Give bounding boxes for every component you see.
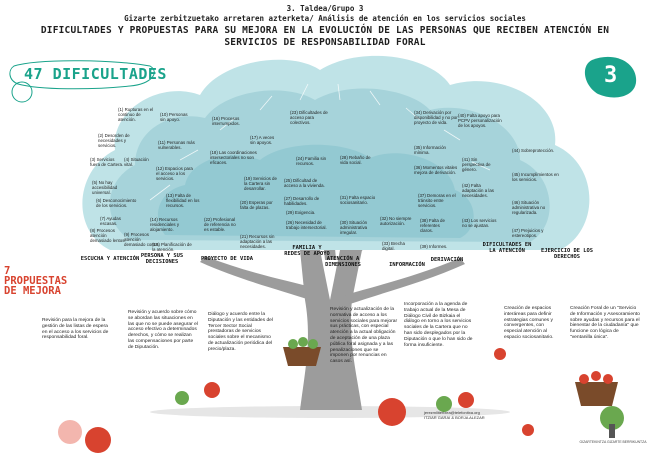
proposals-heading-line: DE MEJORA: [4, 285, 61, 297]
leaf-text: (11) Personas más vulnerables.: [158, 140, 195, 151]
leaf-text: (16) Procesos interrumpidos.: [212, 116, 240, 127]
leaf-text: (4) Situación vital.: [124, 157, 149, 168]
leaf-text: (34) Derivación por disponibilidad y no por proyecto de vida.: [414, 110, 458, 126]
leaf-text: (15) Planificación de la atención.: [152, 242, 192, 253]
proposal-text: Revisión y acuerdo sobre cómo se abordan las situaciones en las que no se puede asegurar el acceso efectivo a determinados derechos, y cómo se realizan las compensaciones por parte de Diputación.: [128, 310, 198, 350]
tree-branch: [200, 256, 315, 300]
proposals-heading-line: PROPUESTAS: [4, 275, 68, 287]
leaf-text: (10) Personas sin apoyo.: [160, 112, 188, 123]
badge-label: 47 DIFICULTADES: [24, 65, 167, 83]
leaf-text: (5) No hay accesibilidad universal.: [92, 180, 118, 196]
leaf-text: (20) Esperas por falta de plazas.: [240, 200, 273, 211]
leaf-text: (27) Desarrollo de habilidades.: [284, 196, 320, 207]
proposal-text: Diálogo y acuerdo entre la Diputación y las entidades del Tercer Sector Social prestadoras de servicios sociales sobre el mecanismo de actualización periódica del precio/plaza.: [208, 312, 273, 352]
leaf-text: (12) Espacios para el acceso a los servicios.: [156, 166, 193, 182]
leaf-text: (39) Informes.: [420, 244, 448, 249]
leaf-text: (31) Falta espacio sociosanitario.: [340, 195, 376, 206]
leaf-text: (19) Servicios de la Cartera sin desarrollar.: [244, 176, 277, 192]
contact-authors: ITZIAR GARAI & BORJA ALEZAR: [424, 415, 485, 420]
leaf-text: (6) Desconocimiento de los servicios.: [96, 198, 137, 209]
category-label: FAMILIA Y REDES DE APOYO: [284, 245, 330, 257]
category-label: INFORMACIÓN: [389, 262, 425, 268]
group-number: 3: [604, 63, 618, 88]
leaf-text: (33) Brecha digital.: [382, 241, 405, 252]
leaf-text: (25) Dificultad de acceso a la vivienda.: [284, 178, 325, 189]
leaf-text: (30) Situación administrativa irregular.: [340, 220, 368, 236]
leaf-text: (29) Exigencia.: [286, 210, 316, 215]
leaf-text: (32) No siempre autorización.: [380, 216, 412, 227]
page-title: DIFICULTADES Y PROPUESTAS PARA SU MEJORA EN LA EVOLUCIÓN DE LAS PERSONAS QUE RECIBEN ATENCIÓN EN SERVICIOS DE RESPONSABILIDAD FORAL: [40, 25, 610, 48]
proposal-text: Incorporación a la agenda de trabajo actual de la Mesa de Diálogo Civil de Bizkaia el diálogo en torno a los servicios sociales de la Cartera que no han sido desplegados por la Diputación o que lo han sido de forma insuficiente.: [404, 302, 473, 348]
group-label: 3. Taldea/Grupo 3: [286, 4, 364, 13]
category-label: PROYECTO DE VIDA: [201, 256, 253, 262]
category-label: DERIVACIÓN: [430, 257, 464, 263]
category-label: PERSONA Y SUS DECISIONES: [140, 253, 184, 265]
leaf-text: (41) Sin perspectiva de género.: [462, 157, 491, 173]
leaf-text: (38) Falta de referentes claros.: [420, 218, 445, 234]
leaf-text: (18) Las coordinaciones intersectoriales no son eficaces.: [210, 150, 257, 166]
proposal-text: Creación de espacios interáreas para definir estrategias comunes y convergentes, con especial atención al espacio sociosanitario.: [504, 306, 554, 340]
leaf-text: (2) Desorden de necesidades y servicios.: [98, 133, 130, 149]
leaf-text: (42) Falta adaptación a las necesidades.: [462, 183, 494, 199]
proposal-text: Revisión y actualización de la normativa de acceso a los servicios sociales para mejorar sus prácticas, con especial atención a la actual obligación de aceptación de una plaza pública foral asignada y a las penalizaciones que se imponen por renuncias en casos así.: [330, 307, 398, 365]
leaf-text: (26) Necesidad de trabajo intersectorial.: [286, 220, 327, 231]
leaf-text: (17) A veces sin apoyos.: [250, 135, 275, 146]
leaf-text: (40) Falta apoyo para PCPV personalización de los apoyos.: [458, 113, 502, 129]
leaf-text: (9) Procesos atención demasiado cortos.: [124, 232, 160, 248]
proposals-heading: [4, 266, 67, 296]
leaf-text: (7) Ayudas escasas.: [100, 216, 121, 227]
leaf-text: (23) Dificultades de acceso para colectivos.: [290, 110, 328, 126]
proposal-text: Revisión para la mejora de la gestión de las listas de espera en el acceso a los servicios de responsabilidad foral.: [42, 318, 109, 341]
proposals-count: 7: [4, 265, 11, 277]
category-label: ESCUCHA Y ATENCIÓN: [80, 256, 140, 262]
leaf-text: (36) Momentos vitales mejora de derivación.: [414, 165, 458, 176]
footer-logo-text: GIZARTEKINTZA GIZARTE BERRIKUNTZA: [579, 440, 647, 444]
leaf-text: (45) Incumplimientos en los servicios.: [512, 172, 559, 183]
leaf-text: (37) Demoras en el tránsito entre servicios.: [418, 193, 456, 209]
category-label: EJERCICIO DE LOS DERECHOS: [541, 248, 593, 260]
contact-info: [424, 410, 485, 420]
leaf-text: (35) Información mínima.: [414, 145, 446, 156]
leaf-text: (8) Procesos atención demasiado lentos.: [90, 228, 126, 244]
leaf-text: (1) Rupturas en el continuo de atención.: [118, 107, 154, 123]
leaf-text: (14) Recursos residenciales y alojamiento.: [150, 217, 180, 233]
leaf-text: (47) Prejuicios y estereotipos.: [512, 228, 544, 239]
leaf-text: (22) Profesional de referencia no es estable.: [204, 217, 236, 233]
leaf-text: (3) Servicios fuera de Cartera.: [90, 157, 124, 168]
leaf-text: (24) Familia sin recursos.: [296, 156, 327, 167]
subtitle: Gizarte zerbitzuetako arretaren azterketa/ Análisis de atención en los servicios sociales: [124, 14, 526, 23]
leaf-text: (44) Sobreprotección.: [512, 148, 555, 153]
leaf-text: (28) Rebaño de vida social.: [340, 155, 371, 166]
category-label: ATENCIÓN A DIMENSIONES: [325, 256, 361, 268]
footer-logo-icon: [600, 406, 624, 438]
category-label: DIFICULTADES EN LA ATENCIÓN: [482, 242, 532, 254]
leaf-text: (46) Situación administrativa no regularizada.: [512, 200, 546, 216]
leaf-text: (43) Los servicios no se ajustan.: [462, 218, 497, 229]
leaf-text: (13) Falta de flexibilidad en los recursos.: [166, 193, 200, 209]
contact-email: jerezmlliterixea@telefonitxa.org: [424, 410, 480, 415]
leaf-text: (21) Recursos sin adaptación a las necesidades.: [240, 234, 275, 250]
proposal-text: Creación Foral de un "Servicio de Información y Asesoramiento sobre ayudas y recursos para el bienestar de la ciudadanía" que funcione con lógica de "ventanilla única".: [570, 306, 640, 340]
